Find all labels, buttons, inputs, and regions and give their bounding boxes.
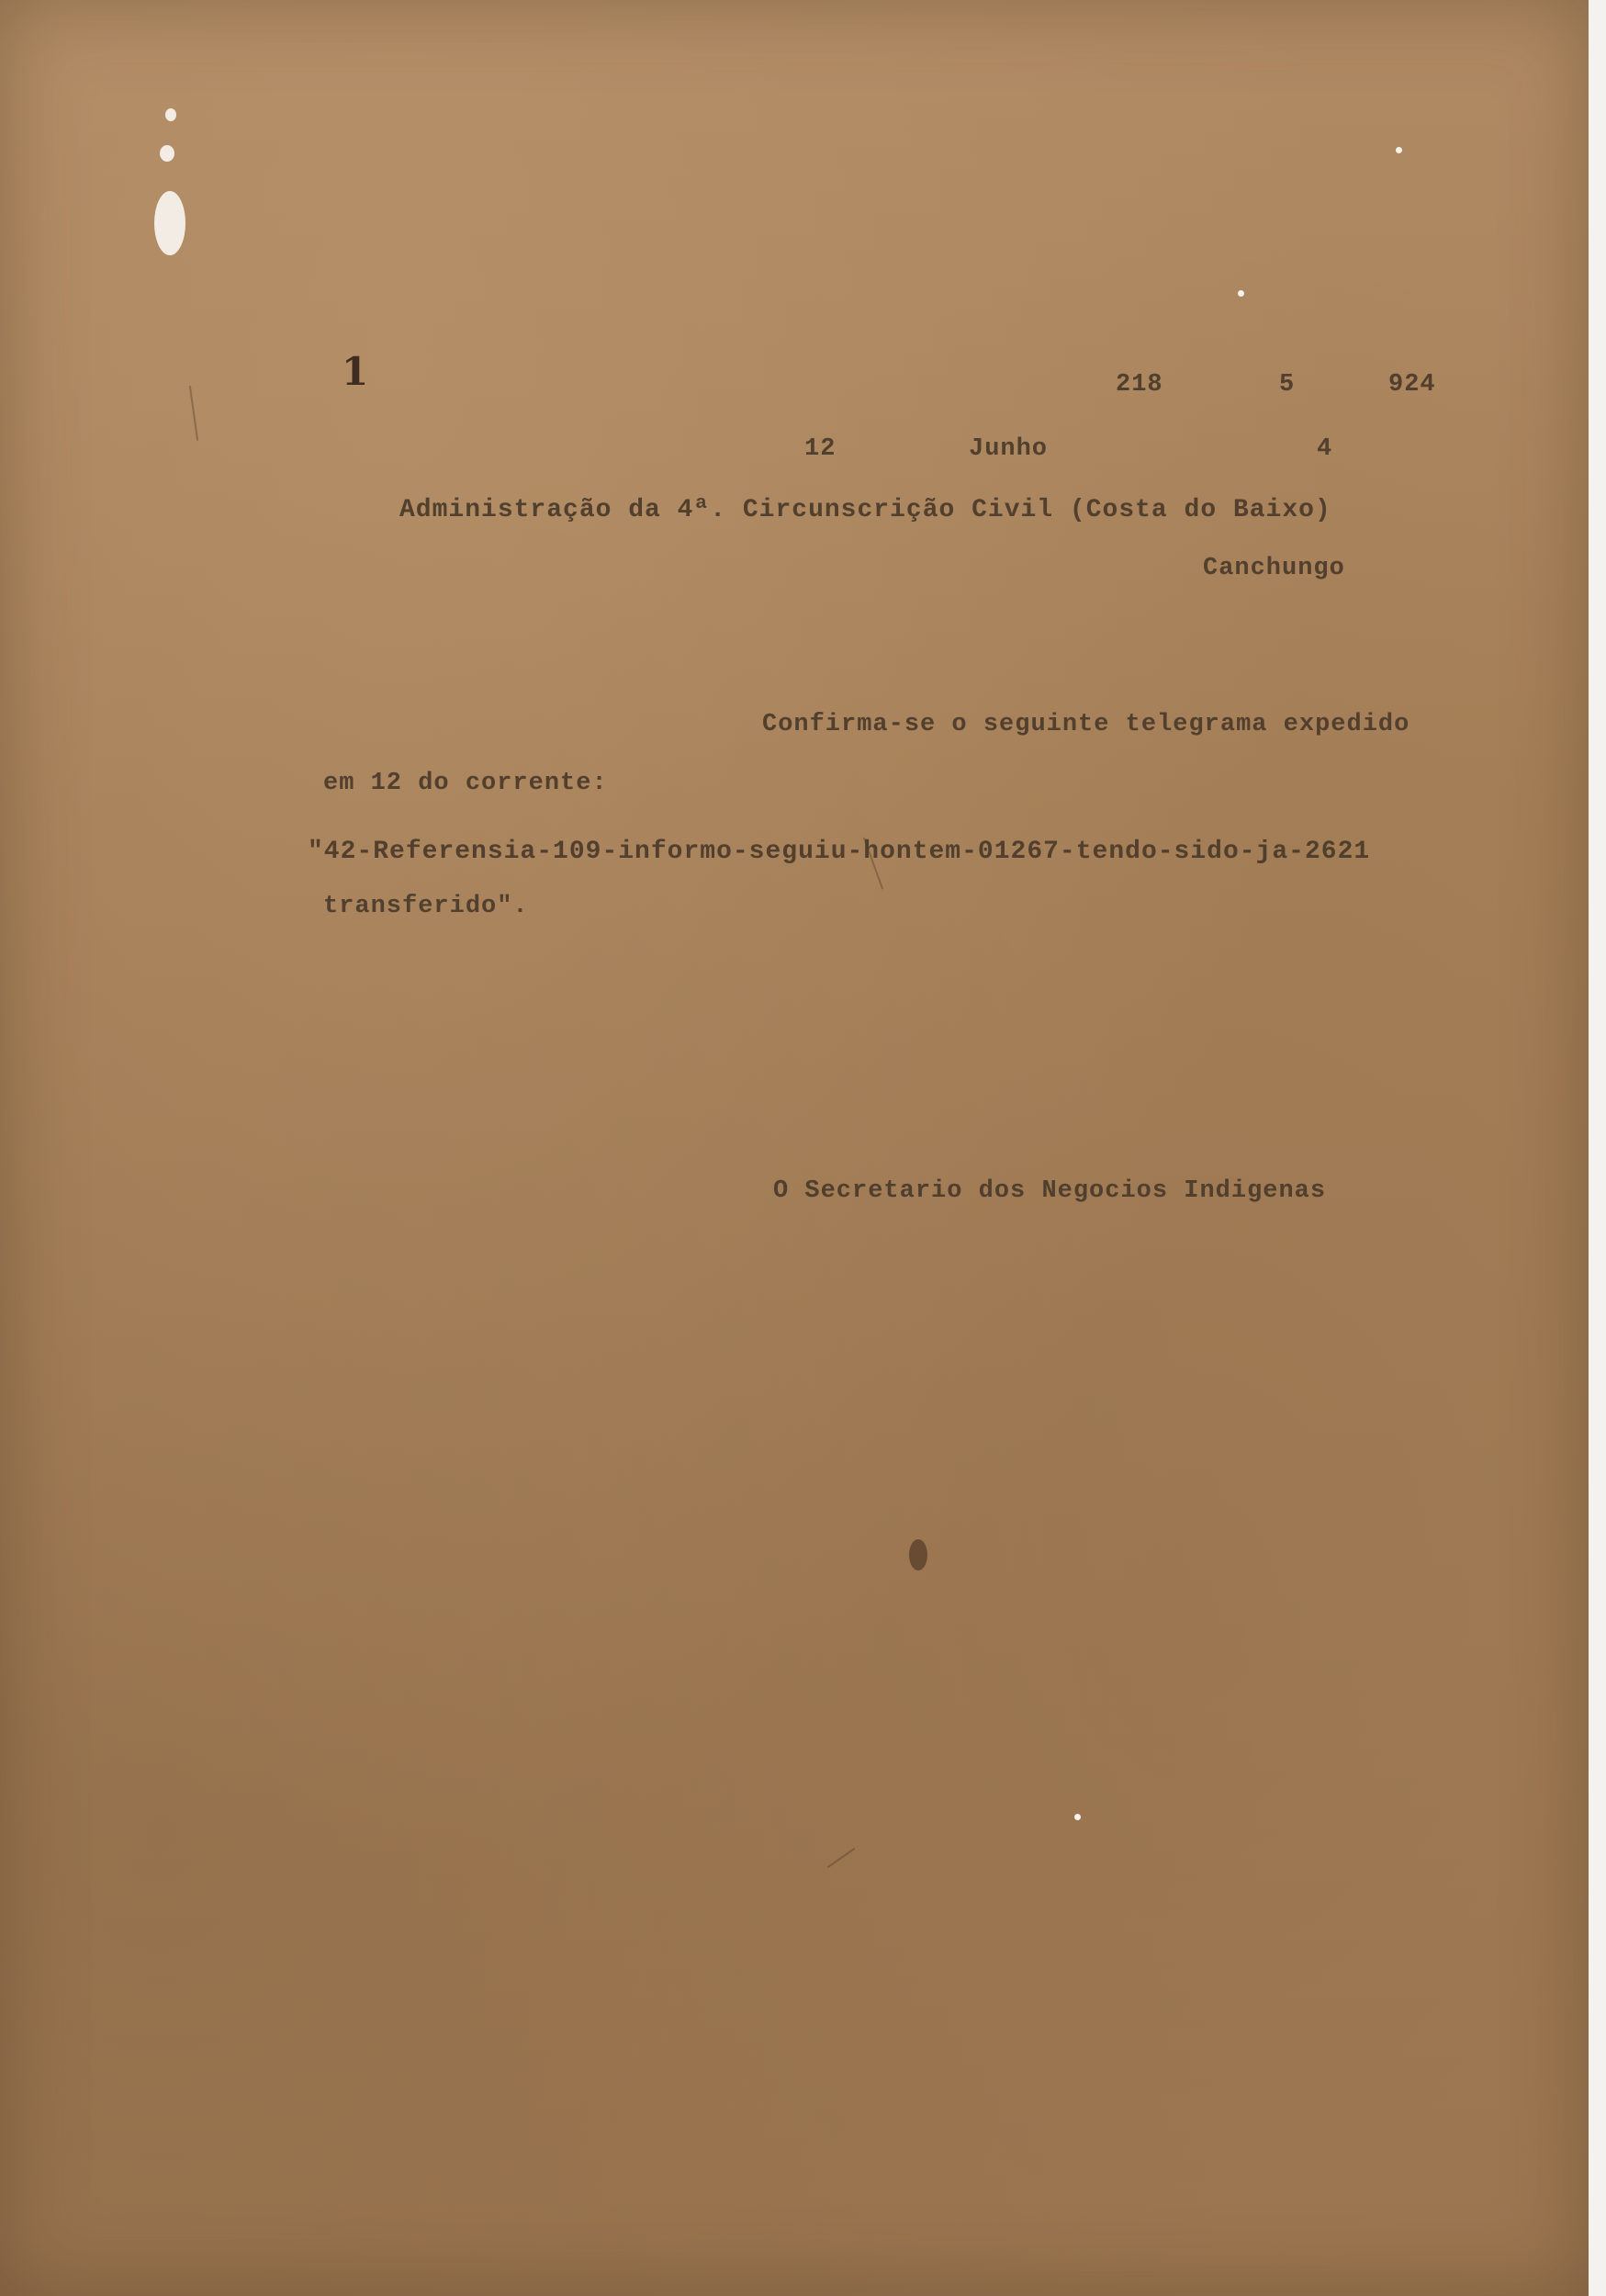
telegram-text-line: transferido". xyxy=(323,893,529,920)
reference-year: 924 xyxy=(1388,371,1436,399)
date-month: Junho xyxy=(969,435,1049,463)
paper-tear xyxy=(154,191,185,255)
paper-scratch xyxy=(189,386,198,441)
date-year: 4 xyxy=(1317,435,1333,463)
paper-speck xyxy=(1074,1814,1081,1820)
paper-scratch xyxy=(827,1848,856,1868)
date-day: 12 xyxy=(804,435,837,463)
paper-speck xyxy=(1396,147,1402,153)
paper-tear xyxy=(160,145,174,162)
reference-series: 5 xyxy=(1279,371,1296,399)
scan-edge xyxy=(1589,0,1606,2296)
signature-line: O Secretario dos Negocios Indigenas xyxy=(773,1177,1327,1205)
body-text-line: em 12 do corrente: xyxy=(323,770,608,797)
ink-stain xyxy=(909,1539,927,1570)
paper-tear xyxy=(165,108,176,121)
recipient-line: Administração da 4ª. Circunscrição Civil (Costa do Baixo) xyxy=(399,496,1331,524)
margin-mark: 1 xyxy=(342,349,369,394)
paper-speck xyxy=(1238,290,1244,297)
body-text-line: Confirma-se o seguinte telegrama expedido xyxy=(762,711,1410,738)
reference-number: 218 xyxy=(1116,371,1163,399)
recipient-place: Canchungo xyxy=(1203,555,1345,582)
telegram-text-line: "42-Referensia-109-informo-seguiu-hontem-01267-tendo-sido-ja-2621 xyxy=(308,838,1371,866)
